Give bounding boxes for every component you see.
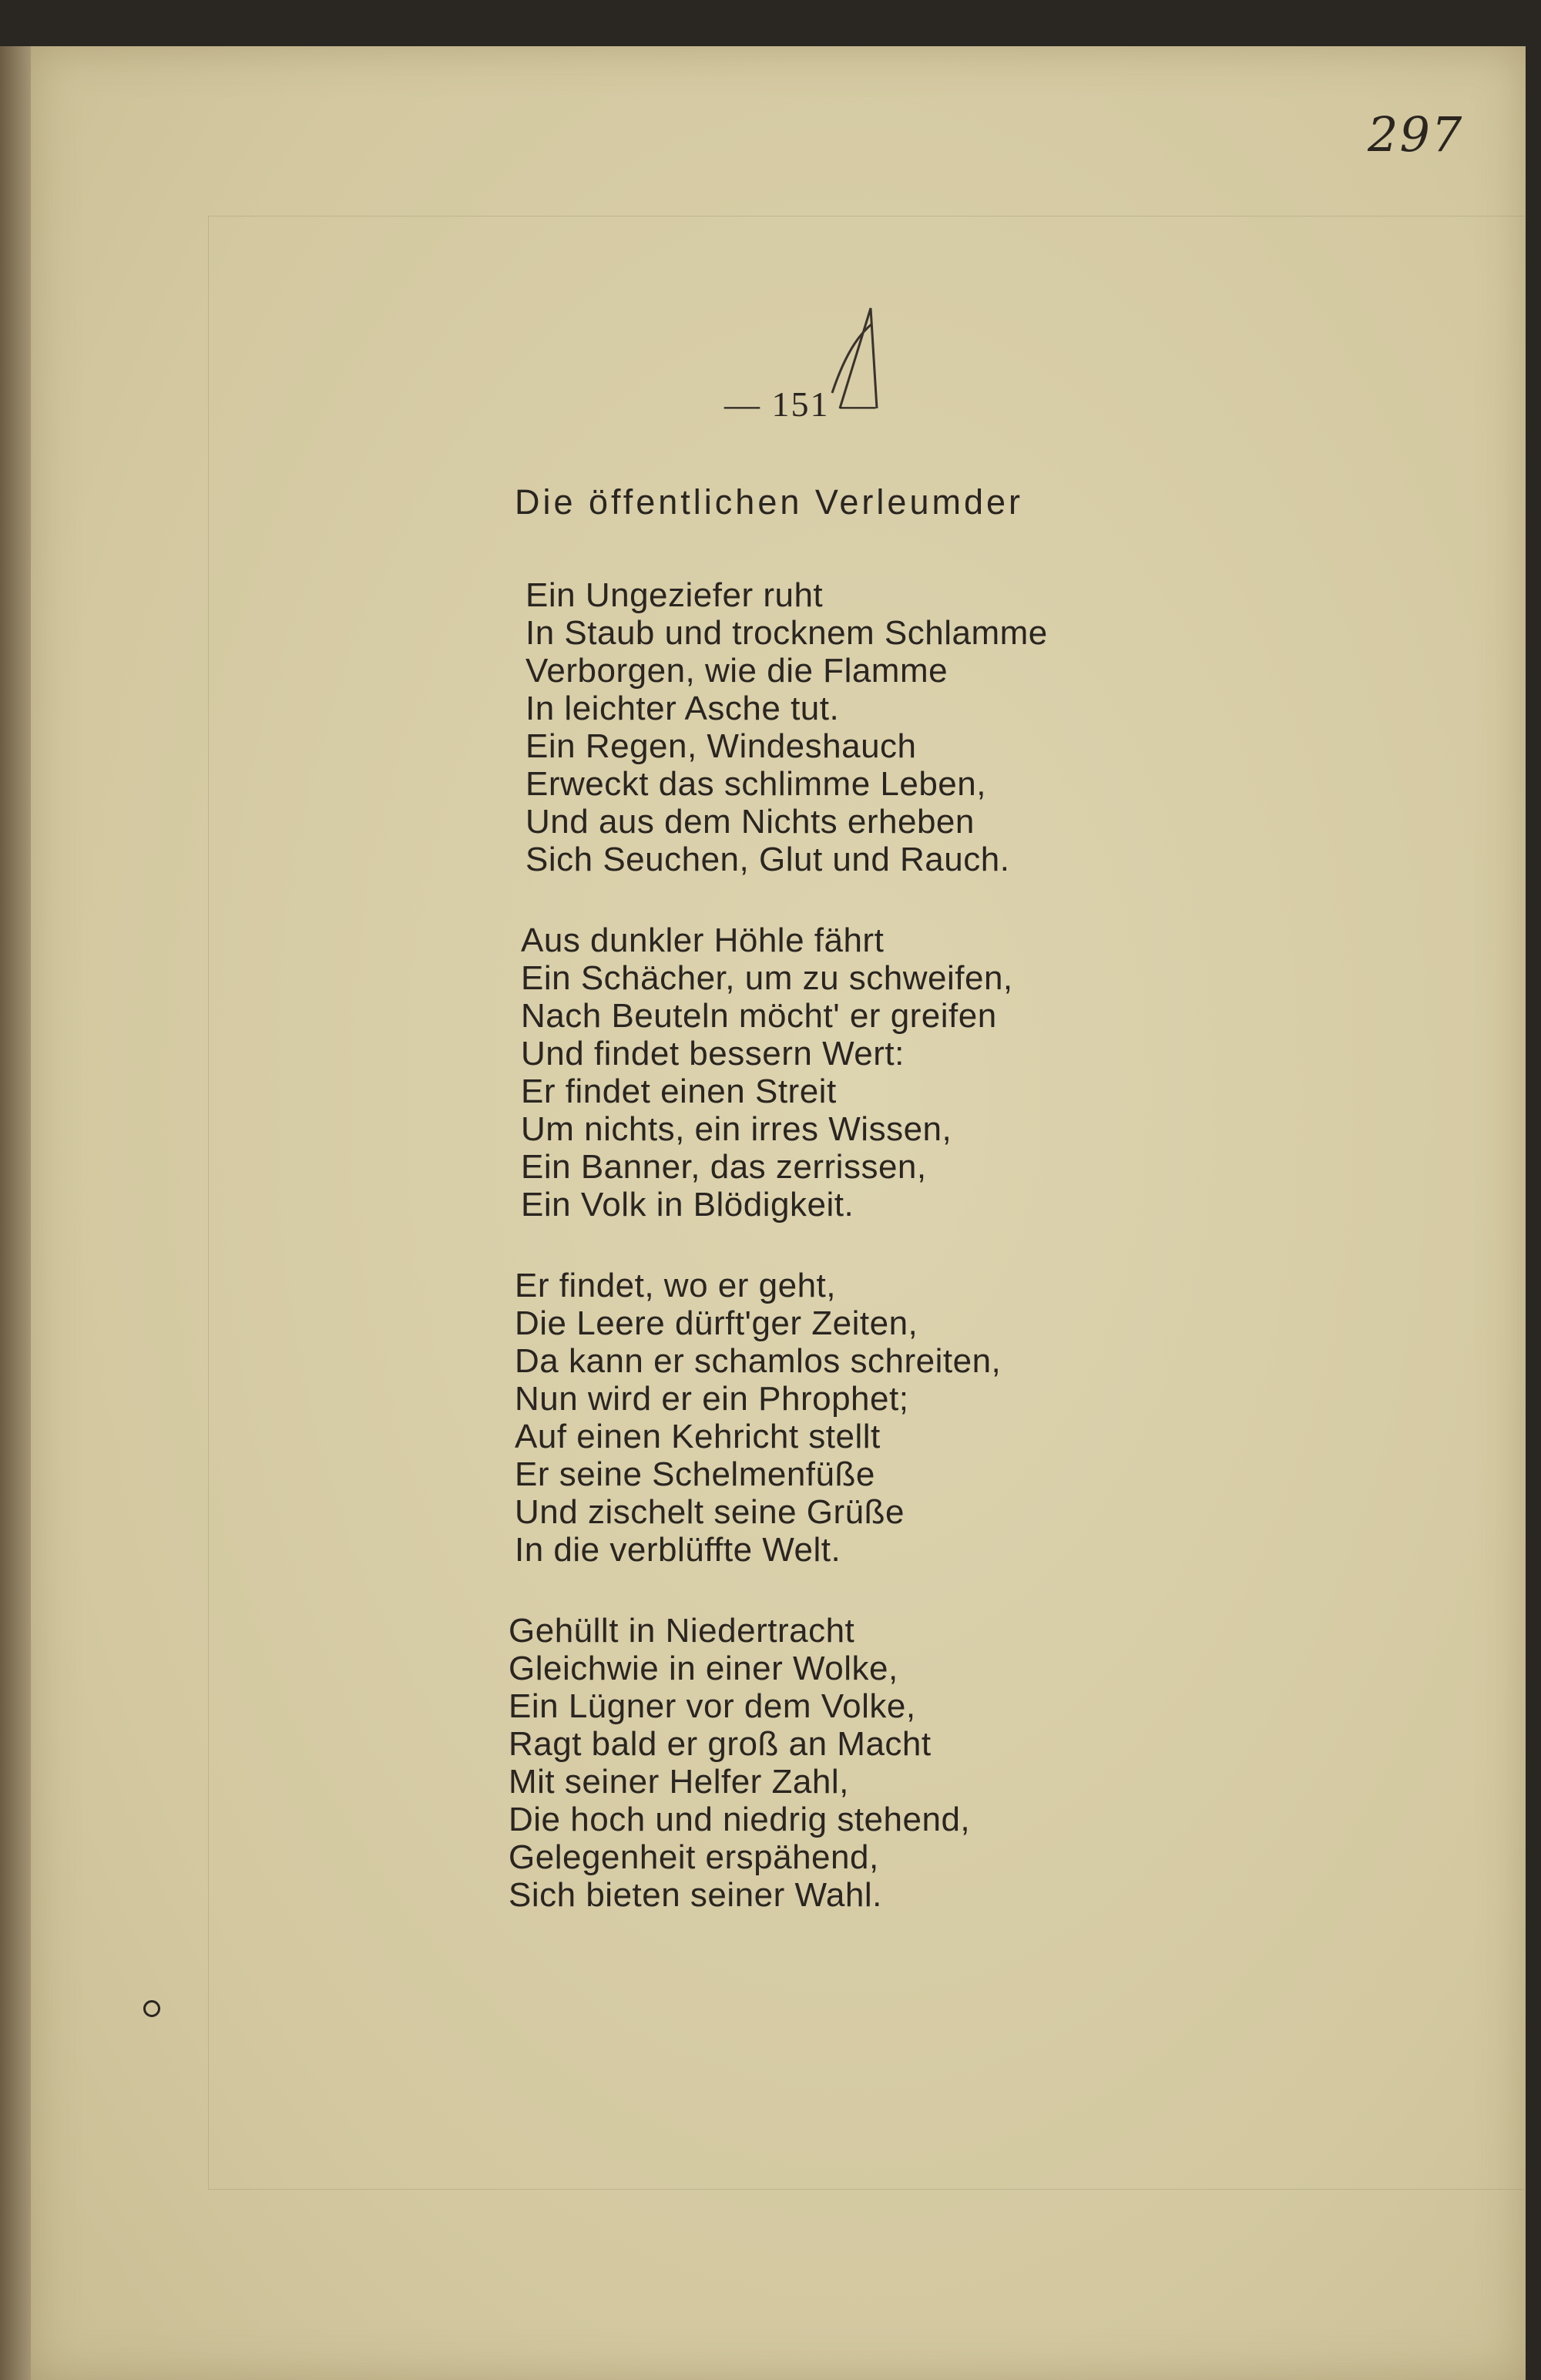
poem-line: Da kann er schamlos schreiten, [515,1342,1002,1380]
poem-line: Und zischelt seine Grüße [515,1493,905,1531]
poem-line: Verborgen, wie die Flamme [525,652,948,690]
poem-line: Ein Regen, Windeshauch [525,727,917,765]
poem-line: Und aus dem Nichts erheben [525,803,975,841]
poem-line: Ein Volk in Blödigkeit. [521,1186,854,1224]
poem-title: Die öffentlichen Verleumder [515,482,1023,522]
poem-line: Um nichts, ein irres Wissen, [521,1110,952,1148]
poem-line: Sich bieten seiner Wahl. [509,1876,882,1914]
poem-line: In leichter Asche tut. [525,690,840,727]
poem-line: Er seine Schelmenfüße [515,1455,875,1493]
poem-line: Ein Schächer, um zu schweifen, [521,959,1013,997]
poem-line: Sich Seuchen, Glut und Rauch. [525,841,1010,878]
poem-line: Er findet einen Streit [521,1073,837,1110]
poem-line: Nun wird er ein Phrophet; [515,1380,909,1418]
poem-line: Ein Ungeziefer ruht [525,576,824,614]
poem-line: Die Leere dürft'ger Zeiten, [515,1304,918,1342]
poem-line: Ein Banner, das zerrissen, [521,1148,927,1186]
poem-line: Und findet bessern Wert: [521,1035,905,1073]
poem-line: Nach Beuteln möcht' er greifen [521,997,997,1035]
poem-line: Die hoch und niedrig stehend, [509,1801,971,1838]
poem-line: Gehüllt in Niedertracht [509,1612,855,1650]
poem-line: Auf einen Kehricht stellt [515,1418,881,1455]
poem-line: Mit seiner Helfer Zahl, [509,1763,849,1801]
binding-hole [143,2000,160,2017]
poem-line: Gelegenheit erspähend, [509,1838,879,1876]
page-number: — 151 — [724,384,877,424]
poem-line: In Staub und trocknem Schlamme [525,614,1048,652]
poem-line: Erweckt das schlimme Leben, [525,765,986,803]
poem-line: Gleichwie in einer Wolke, [509,1650,898,1687]
poem-line: Ragt bald er groß an Macht [509,1725,932,1763]
poem-line: Er findet, wo er geht, [515,1267,836,1304]
poem-line: Ein Lügner vor dem Volke, [509,1687,916,1725]
poem-line: Aus dunkler Höhle fährt [521,921,885,959]
poem-line: In die verblüffte Welt. [515,1531,841,1569]
handwritten-folio-number: 297 [1368,106,1464,163]
